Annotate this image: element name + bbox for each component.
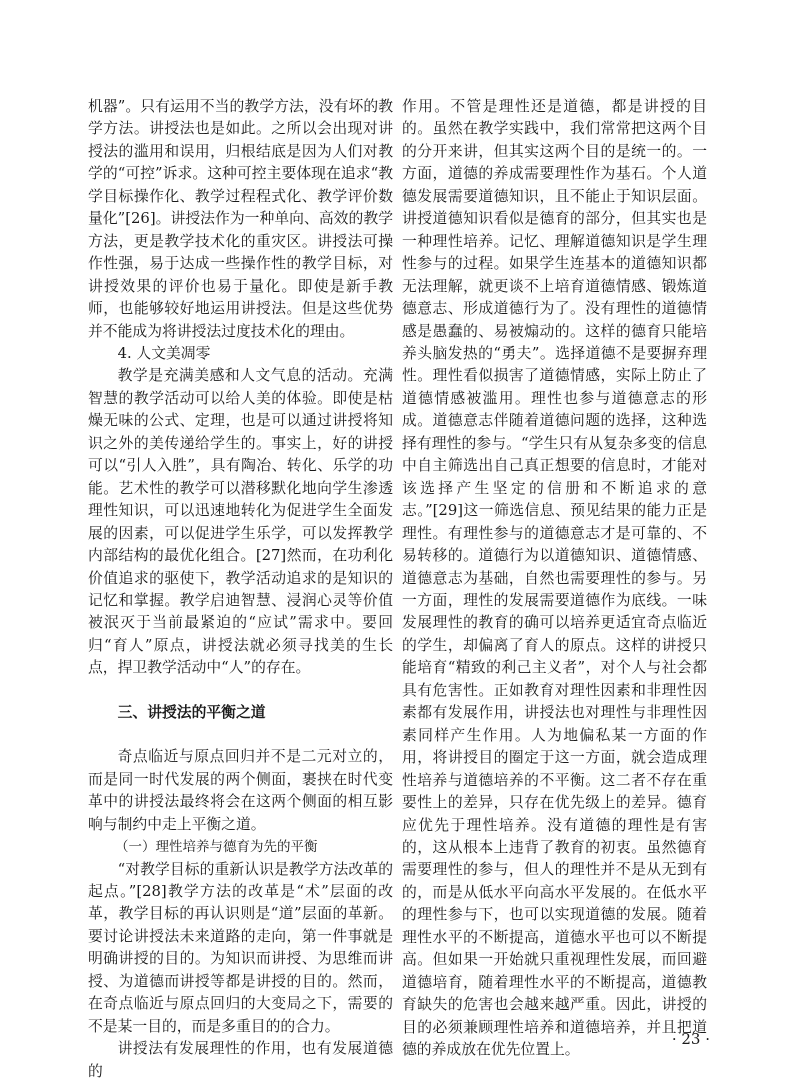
paragraph: 机器”。只有运用不当的教学方法，没有坏的教学方法。讲授法也是如此。之所以会出现对讲授法的滥用和误用，归根结底是因为人们对教学的“可控”诉求。这种可控主要体现在追求“教学目标操作化、教学过程程式化、教学评价数量化”[26]。讲授法作为一种单向、高效的教学方法，更是教学技术化的重灾区。讲授法可操作性强，易于达成一些操作性的教学目标，对讲授效果的评价也易于量化。即使是新手教师，也能够较好地运用讲授法。但是这些优势并不能成为将讲授法过度技术化的理由。	[88, 98, 393, 340]
subsection-heading: （一）理性培养与德育为先的平衡	[115, 839, 318, 856]
paragraph: 作用。不管是理性还是道德，都是讲授的目的。虽然在教学实践中，我们常常把这两个目的分开来讲，但其实这两个目的是统一的。一方面，道德的养成需要理性作为基石。个人道德发展需要道德知识，且不能止于知识层面。讲授道德知识看似是德育的部分，但其实也是一种理性培养。记忆、理解道德知识是学生理性参与的过程。如果学生连基本的道德知识都无法理解，就更谈不上培育道德情感、锻炼道德意志、形成道德行为了。没有理性的道德情感是愚蠢的、易被煽动的。这样的德育只能培养头脑发热的“勇夫”。选择道德不是要摒弃理性。理性看似损害了道德情感，实际上防止了道德情感被滥用。理性也参与道德意志的形成。道德意志伴随着道德问题的选择，这种选择有理性的参与。“学生只有从复杂多变的信息中自主筛选出自己真正想要的信息时，才能对该选择产生坚定的信册和不断追求的意志。”[29]这一筛选信息、预见结果的能力正是理性。有理性参与的道德意志才是可靠的、不易转移的。道德行为以道德知识、道德情感、道德意志为基础，自然也需要理性的参与。另一方面，理性的发展需要道德作为底线。一味发展理性的教育的确可以培养更适宜奇点临近的学生，却偏离了育人的原点。这样的讲授只能培育“精致的利己主义者”，对个人与社会都具有危害性。正如教育对理性因素和非理性因素都有发展作用，讲授法也对理性与非理性因素同样产生作用。人为地偏私某一方面的作用，将讲授目的圈定于这一方面，就会造成理性培养与道德培养的不平衡。这二者不存在重要性上的差异，只存在优先级上的差异。德育应优先于理性培养。没有道德的理性是有害的，这从根本上违背了教育的初衷。虽然德育需要理性的参与，但人的理性并不是从无到有的，而是从低水平向高水平发展的。在低水平的理性参与下，也可以实现道德的发展。随着理性水平的不断提高，道德水平也可以不断提高。但如果一开始就只重视理性发展，而回避道德培育，随着理性水平的不断提高，道德教育缺失的危害也会越来越严重。因此，讲授的目的必须兼顾理性培养和道德培养，并且把道德的养成放在优先位置上。	[402, 98, 707, 1059]
section-heading: 三、讲授法的平衡之道	[117, 703, 266, 721]
page-number: · 23 ·	[671, 1030, 710, 1048]
paragraph: 讲授法有发展理性的作用，也有发展道德的	[88, 1040, 393, 1080]
paragraph: “对教学目标的重新认识是教学方法改革的起点。”[28]教学方法的改革是“术”层面的改革，教学目标的再认识则是“道”层面的革新。要讨论讲授法未来道路的走向，第一件事就是明确讲授的目的。为知识而讲授、为思维而讲授、为道德而讲授等都是讲授的目的。然而，在奇点临近与原点回归的大变局之下，需要的不是某一目的，而是多重目的的合力。	[88, 860, 393, 1035]
spacer	[88, 724, 393, 746]
right-column	[402, 96, 707, 1061]
spacer	[88, 680, 393, 702]
paragraph: 奇点临近与原点回归并不是二元对立的，而是同一时代发展的两个侧面，裹挟在时代变革中的讲授法最终将会在这两个侧面的相互影响与制约中走上平衡之道。	[88, 748, 393, 833]
paragraph: 教学是充满美感和人文气息的活动。充满智慧的教学活动可以给人美的体验。即使是枯燥无味的公式、定理，也是可以通过讲授将知识之外的美传递给学生的。事实上，好的讲授可以“引人入胜”，具有陶冶、转化、乐学的功能。艺术性的教学可以潜移默化地向学生渗透理性知识，可以迅速地转化为促进学生全面发展的因素，可以促进学生乐学，可以发挥教学内部结构的最优化组合。[27]然而，在功利化价值追求的驱使下，教学活动追求的是知识的记忆和掌握。教学启迪智慧、浸润心灵等价值被泯灭于当前最紧迫的“应试”需求中。要回归“育人”原点，讲授法就必须寻找美的生长点，捍卫教学活动中“人”的存在。	[88, 367, 393, 677]
subsection-heading: 4. 人文美凋零	[117, 344, 211, 362]
left-column	[88, 96, 393, 1083]
